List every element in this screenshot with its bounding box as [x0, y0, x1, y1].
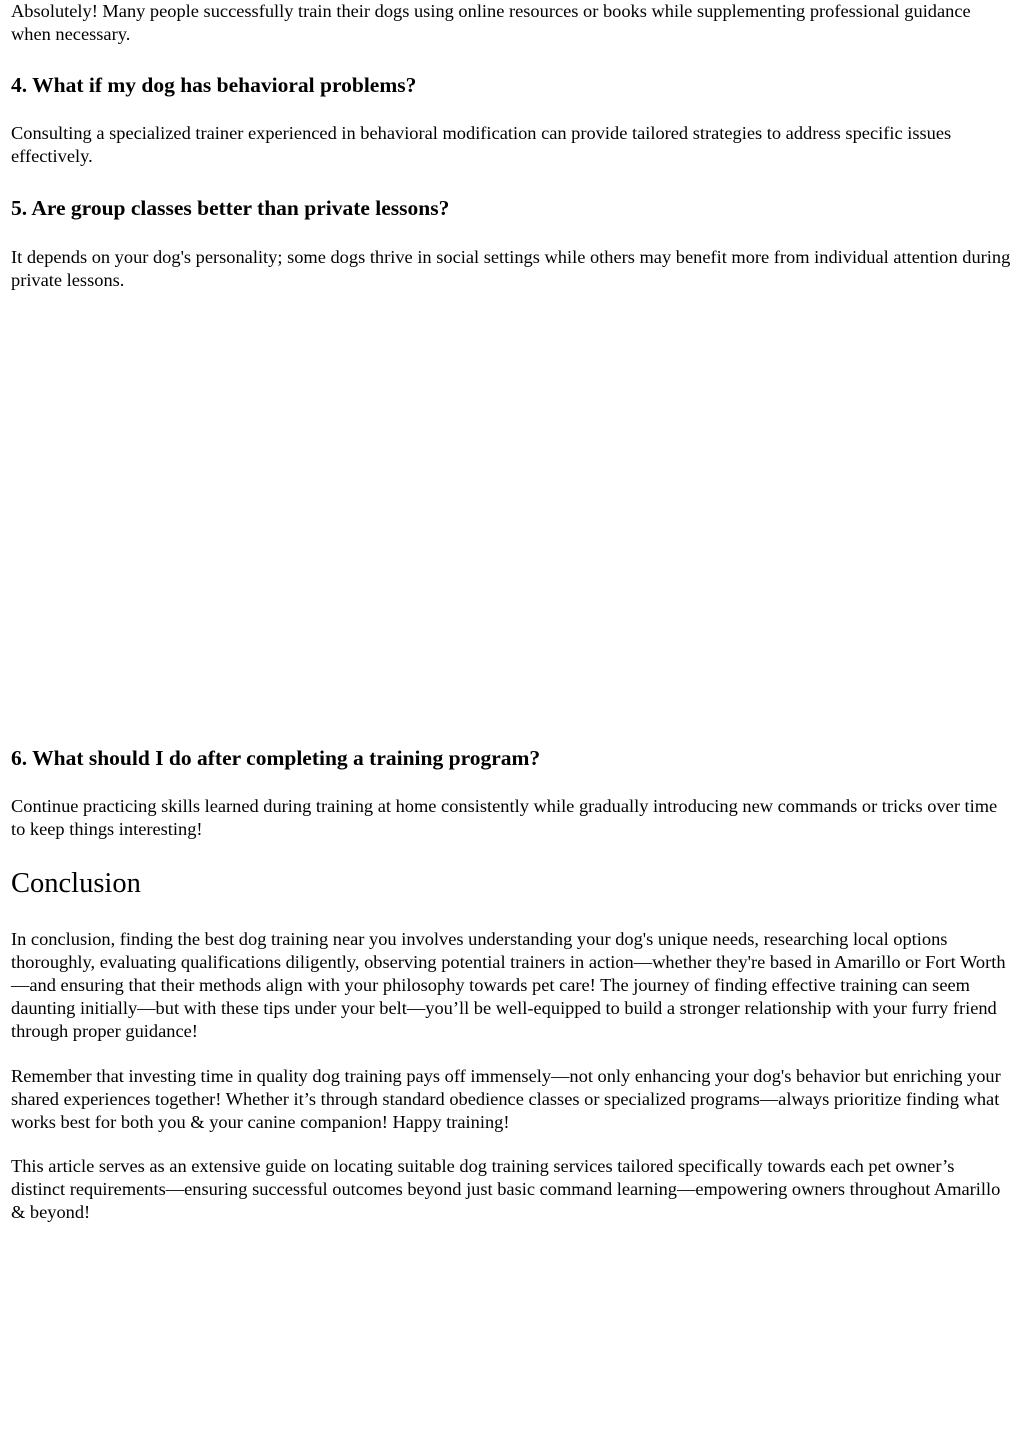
- conclusion-paragraph-1: In conclusion, finding the best dog training near you involves understanding your dog's unique needs, researching local options thoroughly, evaluating qualifications diligently, observing potential trainers in action—whether they're based in Amarillo or Fort Worth—and ensuring that their methods align with your philosophy towards pet care! The journey of finding effective training can seem daunting initially—but with these tips under your belt—you’ll be well-equipped to build a stronger relationship with your furry friend through proper guidance!: [11, 929, 1006, 1041]
- faq-5-answer: It depends on your dog's personality; some dogs thrive in social settings while others may benefit more from individual attention during private lessons.: [11, 247, 1011, 290]
- conclusion-paragraph-2: Remember that investing time in quality dog training pays off immensely—not only enhancing your dog's behavior but enriching your shared experiences together! Whether it’s through standard obedience classes or specialized programs—always prioritize finding what works best for both you & your canine companion! Happy training!: [11, 1066, 1001, 1132]
- conclusion-paragraph-3: This article serves as an extensive guide on locating suitable dog training services tailored specifically towards each pet owner’s distinct requirements—ensuring successful outcomes beyond just basic command learning—empowering owners throughout Amarillo & beyond!: [11, 1156, 1001, 1222]
- conclusion-heading: Conclusion: [11, 868, 141, 899]
- faq-6-question: 6. What should I do after completing a training program?: [11, 746, 541, 770]
- faq-4-answer: Consulting a specialized trainer experienced in behavioral modification can provide tailored strategies to address specific issues effectively.: [11, 123, 952, 166]
- faq-6-answer: Continue practicing skills learned during training at home consistently while gradually introducing new commands or tricks over time to keep things interesting!: [11, 796, 998, 839]
- faq-3-answer: Absolutely! Many people successfully train their dogs using online resources or books while supplementing professional guidance when necessary.: [11, 1, 971, 44]
- faq-5-question: 5. Are group classes better than private lessons?: [11, 196, 450, 220]
- faq-4-question: 4. What if my dog has behavioral problems?: [11, 73, 417, 97]
